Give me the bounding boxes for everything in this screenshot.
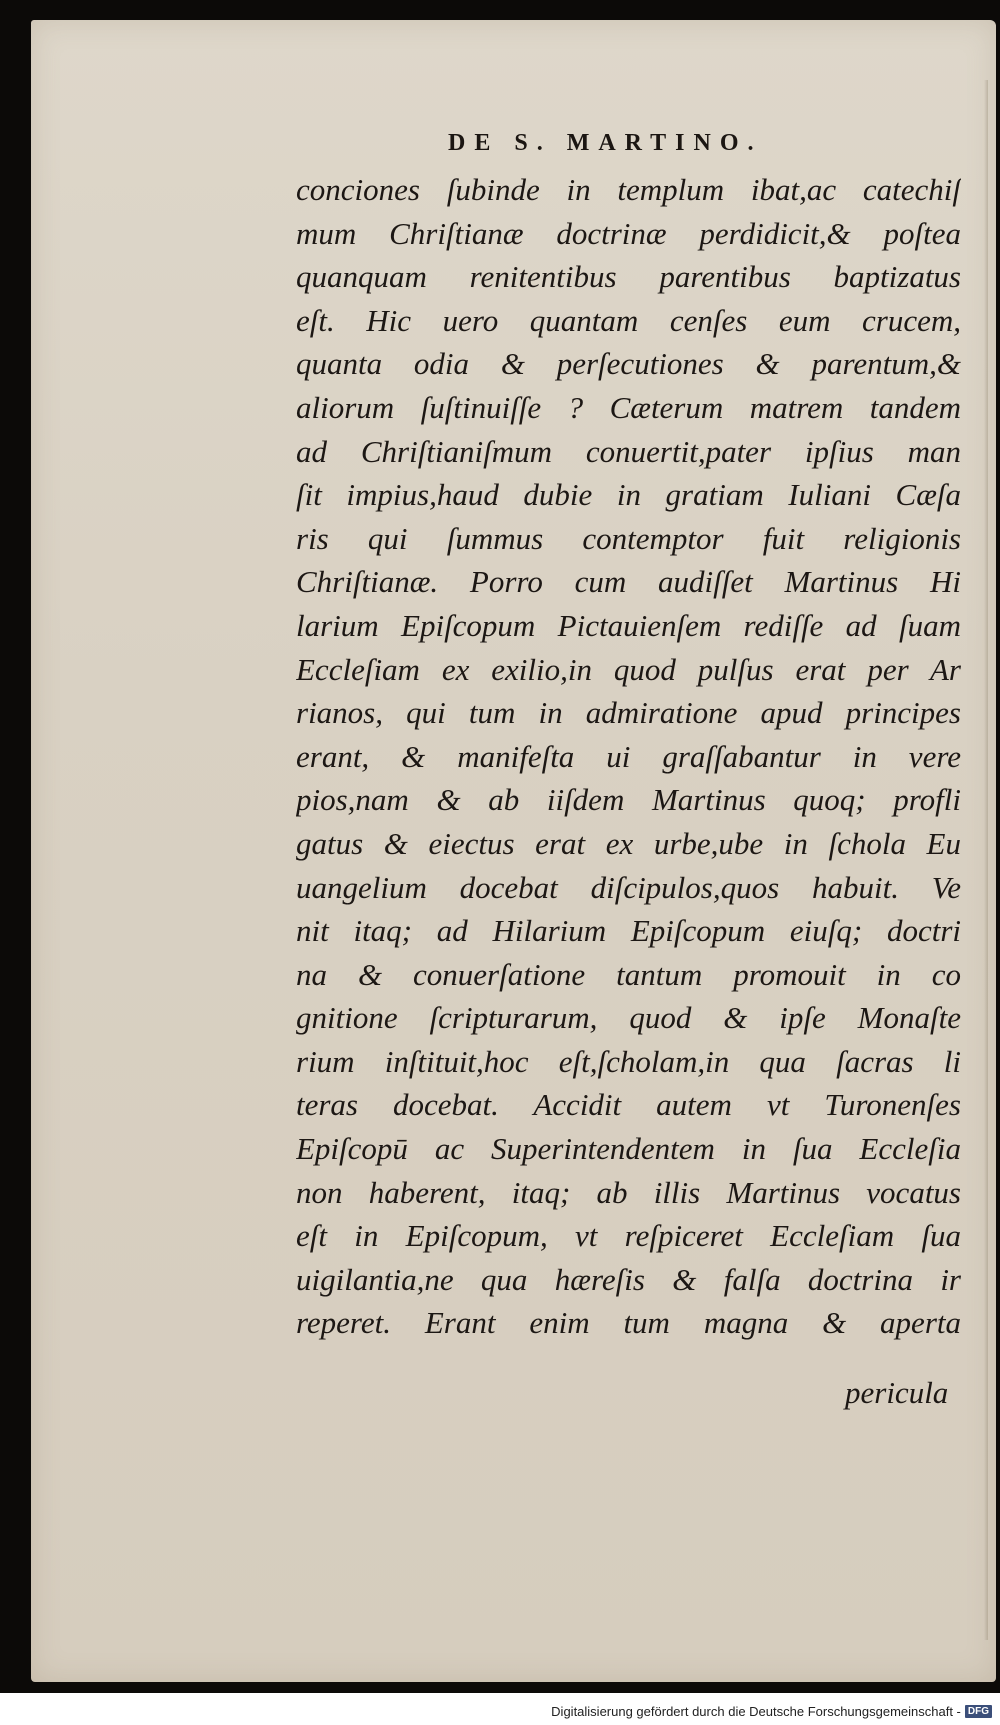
text-line: non haberent, itaq; ab illis Martinus vocatus: [296, 1174, 961, 1210]
digitization-credit: [551, 1701, 992, 1721]
text-line: rianos, qui tum in admiratione apud principes: [296, 695, 961, 731]
text-line: pios,nam & ab iiſdem Martinus quoq; profli: [296, 782, 961, 818]
text-line: uangelium docebat diſcipulos,quos habuit. Ve: [296, 869, 961, 905]
text-line: gnitione ſcripturarum, quod & ipſe Monaſte: [296, 1000, 961, 1036]
body-text: [296, 168, 961, 1345]
text-line: quanta odia & perſecutiones & parentum,&: [296, 346, 961, 382]
catchword: pericula: [845, 1375, 949, 1410]
text-line: reperet. Erant enim tum magna & aperta: [296, 1305, 961, 1341]
text-line: conciones ſubinde in templum ibat,ac catechiſ: [296, 172, 961, 207]
credit-text: Digitalisierung gefördert durch die Deutsche Forschungsgemeinschaft -: [551, 1703, 961, 1719]
text-line: eſt in Epiſcopum, vt reſpiceret Eccleſiam ſua: [296, 1218, 961, 1254]
text-line: gatus & eiectus erat ex urbe,ube in ſchola Eu: [296, 825, 961, 861]
text-line: aliorum ſuſtinuiſſe ? Cæterum matrem tandem: [296, 389, 961, 425]
text-line: ris qui ſummus contemptor fuit religionis: [296, 520, 961, 556]
text-line: eſt. Hic uero quantam cenſes eum crucem,: [296, 302, 961, 338]
dfg-logo: DFG: [965, 1705, 992, 1718]
text-line: teras docebat. Accidit autem vt Turonenſes: [296, 1087, 961, 1123]
text-line: uigilantia,ne qua hæreſis & falſa doctrina ir: [296, 1261, 961, 1297]
text-line: na & conuerſatione tantum promouit in co: [296, 956, 961, 992]
text-line: quanquam renitentibus parentibus baptizatus: [296, 259, 961, 295]
text-line: rium inſtituit,hoc eſt,ſcholam,in qua ſacras li: [296, 1043, 961, 1079]
text-line: Eccleſiam ex exilio,in quod pulſus erat per Ar: [296, 651, 961, 687]
text-line: erant, & manifeſta ui graſſabantur in vere: [296, 738, 961, 774]
text-line: mum Chriſtianæ doctrinæ perdidicit,& poſtea: [296, 215, 961, 251]
text-line: nit itaq; ad Hilarium Epiſcopum eiuſq; doctri: [296, 913, 961, 949]
text-line: larium Epiſcopum Pictauienſem rediſſe ad ſuam: [296, 607, 961, 643]
text-line: Epiſcopū ac Superintendentem in ſua Eccleſia: [296, 1131, 961, 1167]
text-line: ſit impius,haud dubie in gratiam Iuliani Cæſa: [296, 477, 961, 513]
running-head: DE S. MARTINO.: [448, 130, 763, 156]
text-line: Chriſtianæ. Porro cum audiſſet Martinus Hi: [296, 564, 961, 600]
page-edge-shadow: [984, 80, 988, 1640]
text-line: ad Chriſtianiſmum conuertit,pater ipſius man: [296, 433, 961, 469]
